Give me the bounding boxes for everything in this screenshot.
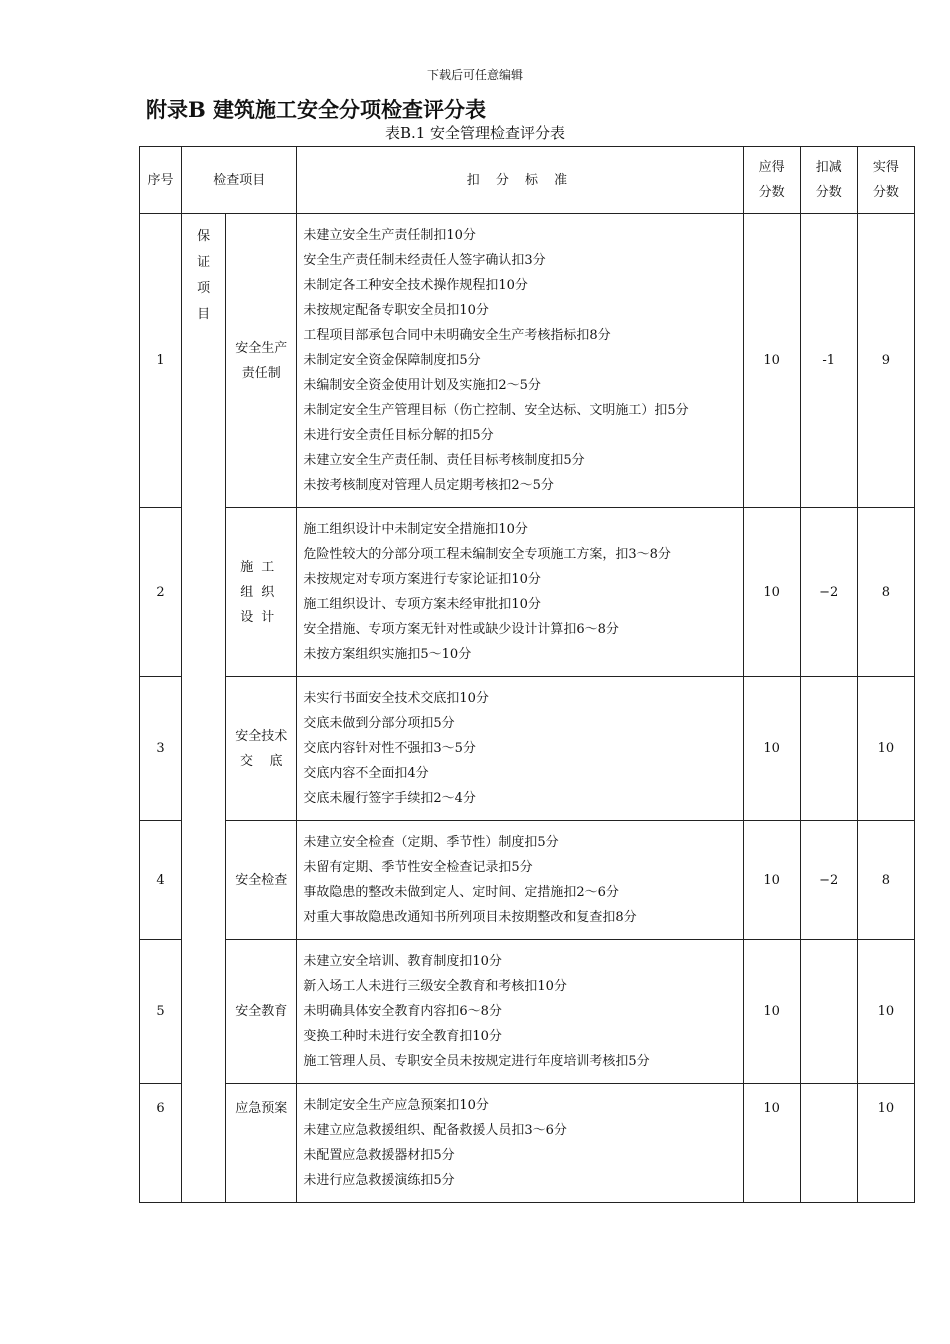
standard-line: 未建立安全生产责任制扣10分 — [303, 228, 476, 243]
standard-line: 未制定安全生产应急预案扣10分 — [303, 1098, 489, 1113]
row-no: 5 — [140, 940, 182, 1084]
standard-line: 未建立安全生产责任制、责任目标考核制度扣5分 — [303, 453, 585, 468]
standard-line: 未进行安全责任目标分解的扣5分 — [303, 428, 494, 443]
header-deduct-score: 扣减分数 — [800, 147, 857, 214]
standard-line: 未明确具体安全教育内容扣6～8分 — [303, 1004, 502, 1019]
category-cell — [182, 214, 226, 1203]
standard-line: 工程项目部承包合同中未明确安全生产考核指标扣8分 — [303, 328, 611, 343]
due-score: 10 — [743, 821, 800, 940]
row-no: 6 — [140, 1084, 182, 1203]
standard-line: 未按规定对专项方案进行专家论证扣10分 — [303, 572, 541, 587]
safety-management-score-table — [139, 146, 915, 1203]
table-row — [140, 214, 915, 508]
deduction-standards — [297, 940, 743, 1084]
standard-line: 未制定安全资金保障制度扣5分 — [303, 353, 481, 368]
deduct-score: −2 — [800, 508, 857, 677]
actual-score: 9 — [857, 214, 914, 508]
standard-line: 未按规定配备专职安全员扣10分 — [303, 303, 489, 318]
due-score: 10 — [743, 214, 800, 508]
standard-line: 交底内容不全面扣4分 — [303, 766, 429, 781]
actual-score: 8 — [857, 821, 914, 940]
due-score: 10 — [743, 677, 800, 821]
row-no: 4 — [140, 821, 182, 940]
check-item: 安全教育 — [226, 940, 297, 1084]
table-row — [140, 508, 915, 677]
deduction-standards — [297, 821, 743, 940]
category-label: 保证项目 — [197, 229, 211, 322]
deduct-score — [800, 677, 857, 821]
standard-line: 未建立安全检查（定期、季节性）制度扣5分 — [303, 835, 559, 850]
standard-line: 未按方案组织实施扣5～10分 — [303, 647, 472, 662]
standard-line: 危险性较大的分部分项工程未编制安全专项施工方案，扣3～8分 — [303, 547, 671, 562]
deduct-score: -1 — [800, 214, 857, 508]
actual-score: 10 — [857, 940, 914, 1084]
table-row — [140, 940, 915, 1084]
deduction-standards — [297, 214, 743, 508]
deduction-standards — [297, 508, 743, 677]
standard-line: 新入场工人未进行三级安全教育和考核扣10分 — [303, 979, 567, 994]
check-item: 应急预案 — [226, 1084, 297, 1203]
due-score: 10 — [743, 940, 800, 1084]
header-item: 检查项目 — [182, 147, 297, 214]
standard-line: 事故隐患的整改未做到定人、定时间、定措施扣2～6分 — [303, 885, 619, 900]
standard-line: 交底未履行签字手续扣2～4分 — [303, 791, 476, 806]
table-row — [140, 677, 915, 821]
standard-line: 未建立安全培训、教育制度扣10分 — [303, 954, 502, 969]
standard-line: 未进行应急救援演练扣5分 — [303, 1173, 455, 1188]
table-header-row — [140, 147, 915, 214]
header-actual-score: 实得分数 — [857, 147, 914, 214]
deduct-score — [800, 940, 857, 1084]
actual-score: 8 — [857, 508, 914, 677]
deduct-score — [800, 1084, 857, 1203]
due-score: 10 — [743, 1084, 800, 1203]
standard-line: 交底未做到分部分项扣5分 — [303, 716, 455, 731]
standard-line: 对重大事故隐患改通知书所列项目未按期整改和复查扣8分 — [303, 910, 637, 925]
download-note: 下载后可任意编辑 — [426, 68, 523, 82]
standard-line: 未编制安全资金使用计划及实施扣2～5分 — [303, 378, 541, 393]
standard-line: 未配置应急救援器材扣5分 — [303, 1148, 455, 1163]
row-no: 3 — [140, 677, 182, 821]
standard-line: 变换工种时未进行安全教育扣10分 — [303, 1029, 502, 1044]
table-row — [140, 1084, 915, 1203]
standard-line: 未按考核制度对管理人员定期考核扣2～5分 — [303, 478, 554, 493]
deduct-score: −2 — [800, 821, 857, 940]
table-caption: 表B.1 安全管理检查评分表 — [384, 124, 566, 142]
standard-line: 未实行书面安全技术交底扣10分 — [303, 691, 489, 706]
standard-line: 施工管理人员、专职安全员未按规定进行年度培训考核扣5分 — [303, 1054, 650, 1069]
deduction-standards — [297, 677, 743, 821]
standard-line: 未建立应急救援组织、配备救援人员扣3～6分 — [303, 1123, 567, 1138]
standard-line: 交底内容针对性不强扣3～5分 — [303, 741, 476, 756]
row-no: 2 — [140, 508, 182, 677]
actual-score: 10 — [857, 1084, 914, 1203]
deduction-standards — [297, 1084, 743, 1203]
check-item: 施工组织设计 — [226, 508, 297, 677]
table-row — [140, 821, 915, 940]
standard-line: 施工组织设计、专项方案未经审批扣10分 — [303, 597, 541, 612]
standard-line: 未留有定期、季节性安全检查记录扣5分 — [303, 860, 533, 875]
header-standard: 扣 分 标 准 — [297, 147, 743, 214]
header-due-score: 应得分数 — [743, 147, 800, 214]
actual-score: 10 — [857, 677, 914, 821]
due-score: 10 — [743, 508, 800, 677]
check-item: 安全检查 — [226, 821, 297, 940]
appendix-title: 附录B 建筑施工安全分项检查评分表 — [146, 97, 487, 122]
standard-line: 安全生产责任制未经责任人签字确认扣3分 — [303, 253, 546, 268]
header-no: 序号 — [140, 147, 182, 214]
standard-line: 安全措施、专项方案无针对性或缺少设计计算扣6～8分 — [303, 622, 619, 637]
row-no: 1 — [140, 214, 182, 508]
check-item: 安全生产责任制 — [226, 214, 297, 508]
check-item: 安全技术交 底 — [226, 677, 297, 821]
standard-line: 未制定安全生产管理目标（伤亡控制、安全达标、文明施工）扣5分 — [303, 403, 689, 418]
standard-line: 施工组织设计中未制定安全措施扣10分 — [303, 522, 528, 537]
standard-line: 未制定各工种安全技术操作规程扣10分 — [303, 278, 528, 293]
